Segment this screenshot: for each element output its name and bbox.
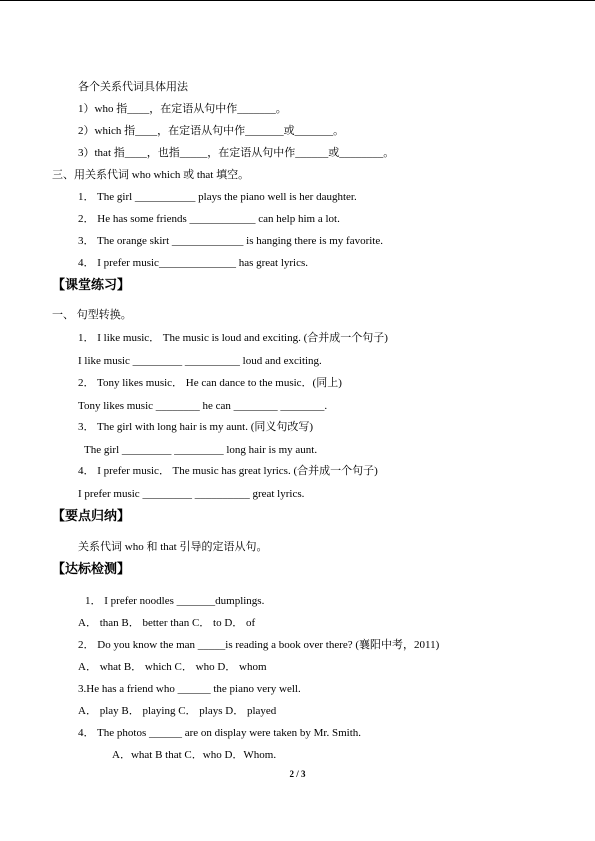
mc-question-1: 1． I prefer noodles _______dumplings. (85, 595, 265, 607)
section-three-heading: 三、用关系代词 who which 或 that 填空。 (52, 169, 250, 181)
fill-item-3: 3． The orange skirt _____________ is hanging there is my favorite. (78, 235, 383, 247)
assessment-heading: 【达标检测】 (52, 562, 131, 577)
top-rule (0, 0, 595, 1)
usage-line-which: 2）which 指____，在定语从句中作_______或_______。 (78, 125, 345, 137)
fill-item-4: 4． I prefer music______________ has great lyrics. (78, 257, 309, 269)
mc-question-2: 2． Do you know the man _____is reading a book over there? (襄阳中考，2011) (78, 639, 440, 651)
usage-line-who: 1）who 指____，在定语从句中作_______。 (78, 103, 287, 115)
mc-options-3: A． play B． playing C． plays D． played (78, 705, 277, 717)
mc-options-1: A． than B． better than C． to D． of (78, 617, 256, 629)
usage-line-that: 3）that 指____，也指_____，在定语从句中作______或________。 (78, 147, 395, 159)
mc-options-2: A． what B． which C． who D． whom (78, 661, 267, 673)
transform-answer-4: I prefer music _________ __________ great lyrics. (78, 488, 305, 500)
transform-item-2: 2． Tony likes music． He can dance to the music．(同上) (78, 377, 342, 389)
key-points-text: 关系代词 who 和 that 引导的定语从句。 (78, 541, 268, 553)
transform-item-4: 4． I prefer music． The music has great lyrics. (合并成一个句子) (78, 465, 378, 477)
sentence-transform-heading: 一、 句型转换。 (52, 309, 132, 321)
transform-answer-1: I like music _________ __________ loud and exciting. (78, 355, 322, 367)
mc-question-4: 4． The photos ______ are on display were taken by Mr. Smith. (78, 727, 362, 739)
fill-item-1: 1． The girl ___________ plays the piano well is her daughter. (78, 191, 357, 203)
mc-question-3: 3.He has a friend who ______ the piano very well. (78, 683, 301, 695)
fill-item-2: 2． He has some friends ____________ can help him a lot. (78, 213, 340, 225)
transform-item-1: 1． I like music． The music is loud and exciting. (合并成一个句子) (78, 332, 388, 344)
classroom-practice-heading: 【课堂练习】 (52, 278, 131, 293)
key-points-heading: 【要点归纳】 (52, 509, 131, 524)
mc-options-4: A．what B that C．who D．Whom. (112, 749, 277, 761)
transform-item-3: 3． The girl with long hair is my aunt. (同义句改写) (78, 421, 314, 433)
page-number: 2 / 3 (289, 769, 306, 779)
transform-answer-3: The girl _________ _________ long hair is my aunt. (84, 444, 318, 456)
transform-answer-2: Tony likes music ________ he can ________ ________. (78, 400, 328, 412)
usage-heading: 各个关系代词具体用法 (78, 81, 188, 93)
